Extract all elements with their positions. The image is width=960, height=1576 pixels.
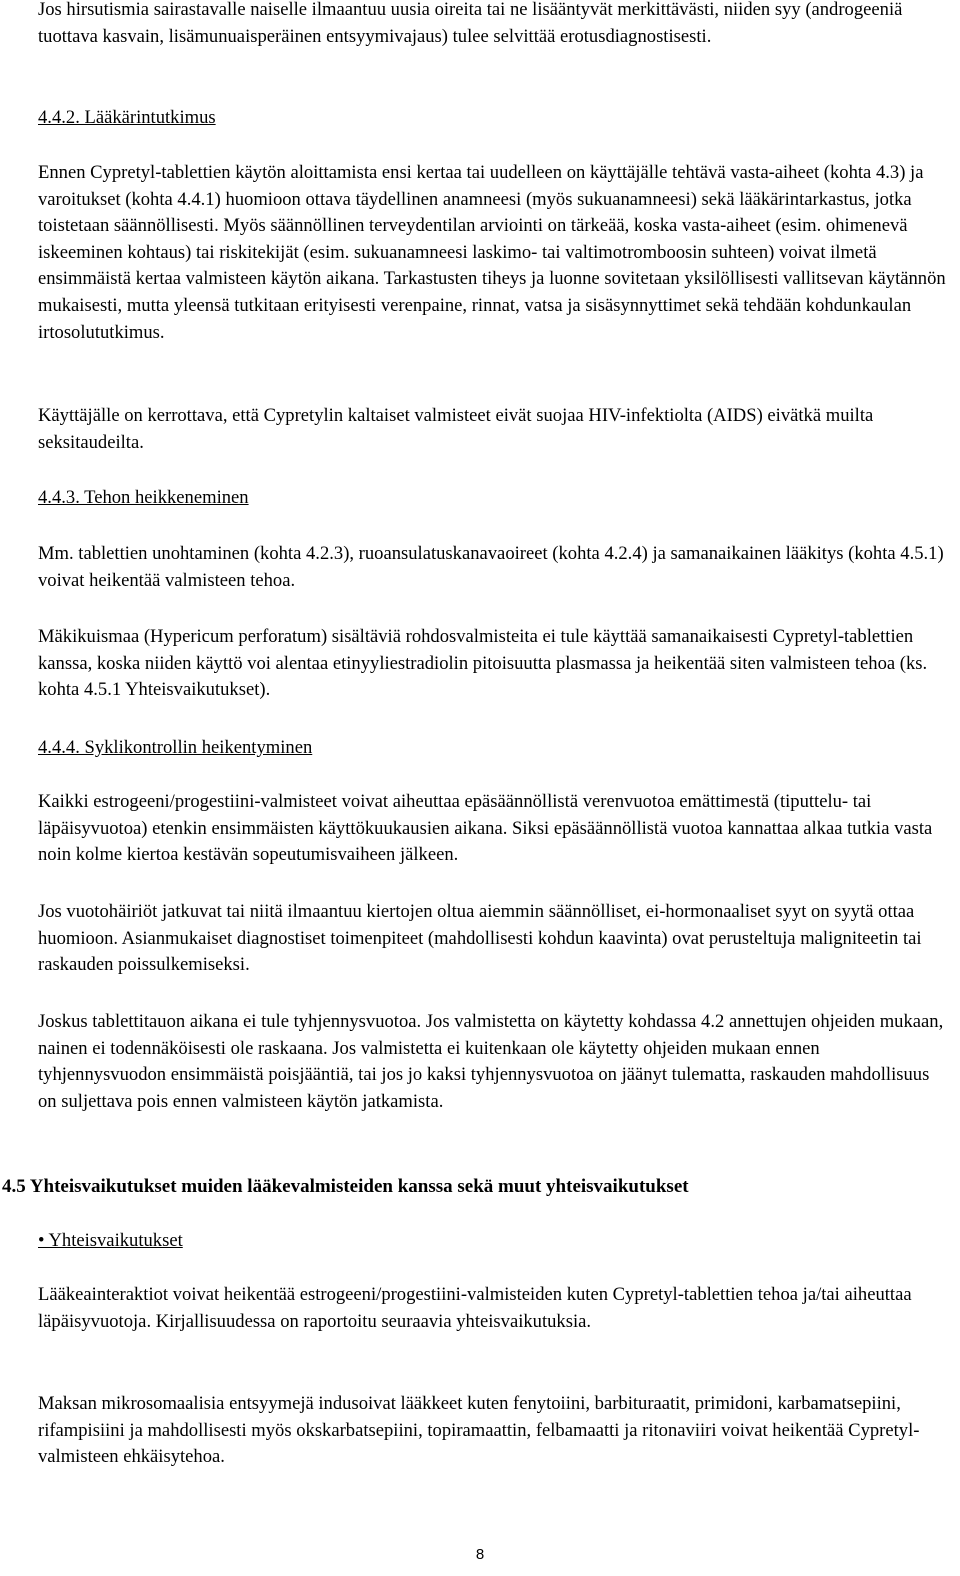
paragraph-tehon-1: Mm. tablettien unohtaminen (kohta 4.2.3), ruoansulatuskanavaoireet (kohta 4.2.4) ja samanaikainen lääkitys (kohta 4.5.1) voivat heikentää valmisteen tehoa. <box>38 543 944 591</box>
page-number: 8 <box>475 1546 485 1563</box>
heading-4-4-3: 4.4.3. Tehon heikkeneminen <box>38 487 249 508</box>
paragraph-tehon-2: Mäkikuismaa (Hypericum perforatum) sisältäviä rohdosvalmisteita ei tule käyttää samanaikaisesti Cypretyl-tablettien kanssa, koska niiden käyttö voi alentaa etinyyliestradiolin pitoisuutta plasmassa ja heikentää siten valmisteen tehoa (ks. kohta 4.5.1 Yhteisvaikutukset). <box>38 626 928 701</box>
paragraph-sykli-2: Jos vuotohäiriöt jatkuvat tai niitä ilmaantuu kiertojen oltua aiemmin säännölliset, ei-hormonaaliset syyt on syytä ottaa huomioon. Asianmukaiset diagnostiset toimenpiteet (mahdollisesti kohdun kaavinta) ovat perusteltuja maligniteetin tai raskauden poissulkemiseksi. <box>38 901 922 976</box>
heading-4-5: 4.5 Yhteisvaikutukset muiden lääkevalmisteiden kanssa sekä muut yhteisvaikutukset <box>2 1176 689 1197</box>
paragraph-laakarintutkimus: Ennen Cypretyl-tablettien käytön aloittamista ensi kertaa tai uudelleen on käyttäjälle tehtävä vasta-aiheet (kohta 4.3) ja varoitukset (kohta 4.4.1) huomioon ottava täydellinen anamneesi (myös sukuanamneesi) sekä lääkärintarkastus, jotka toistetaan säännöllisesti. Myös säännöllinen terveydentilan arviointi on tärkeää, koska vasta-aiheet (esim. ohimenevä iskeeminen kohtaus) tai riskitekijät (esim. sukuanamneesi laskimo- tai valtimotromboosin suhteen) voivat ilmetä ensimmäistä kertaa valmisteen käytön aikana. Tarkastusten tiheys ja luonne sovitetaan yksilöllisesti vallitsevan käytännön mukaisesti, mutta yleensä tutkitaan erityisesti verenpaine, rinnat, vatsa ja sisäsynnyttimet sekä tehdään kohdunkaulan irtosolututkimus. <box>38 162 946 343</box>
heading-4-4-2: 4.4.2. Lääkärintutkimus <box>38 107 216 128</box>
heading-4-4-4: 4.4.4. Syklikontrollin heikentyminen <box>38 737 313 758</box>
subheading-yhteisvaikutukset: • Yhteisvaikutukset <box>38 1230 183 1251</box>
paragraph-hiv: Käyttäjälle on kerrottava, että Cypretylin kaltaiset valmisteet eivät suojaa HIV-infektiolta (AIDS) eivätkä muilta seksitaudeilta. <box>38 405 874 453</box>
paragraph-sykli-1: Kaikki estrogeeni/progestiini-valmisteet voivat aiheuttaa epäsäännöllistä verenvuotoa emättimestä (tiputtelu- tai läpäisyvuotoa) etenkin ensimmäisten käyttökuukausien aikana. Siksi epäsäännöllistä vuotoa kannattaa alkaa tutkia vasta noin kolme kiertoa kestävän sopeutumisvaiheen jälkeen. <box>38 791 933 866</box>
intro-paragraph: Jos hirsutismia sairastavalle naiselle ilmaantuu uusia oireita tai ne lisääntyvät merkittävästi, niiden syy (androgeeniä tuottava kasvain, lisämunuaisperäinen entsyymivajaus) tulee selvittää erotusdiagnostisesti. <box>38 0 903 47</box>
paragraph-interaktiot: Lääkeainteraktiot voivat heikentää estrogeeni/progestiini-valmisteiden kuten Cypretyl-tablettien tehoa ja/tai aiheuttaa läpäisyvuotoja. Kirjallisuudessa on raportoitu seuraavia yhteisvaikutuksia. <box>38 1284 912 1332</box>
paragraph-maksan: Maksan mikrosomaalisia entsyymejä indusoivat lääkkeet kuten fenytoiini, barbituraatit, primidoni, karbamatsepiini, rifampisiini ja mahdollisesti myös okskarbatsepiini, topiramaattin, felbamaatti ja ritonaviiri voivat heikentää Cypretyl-valmisteen ehkäisytehoa. <box>38 1393 920 1468</box>
paragraph-sykli-3: Joskus tablettitauon aikana ei tule tyhjennysvuotoa. Jos valmistetta on käytetty kohdassa 4.2 annettujen ohjeiden mukaan, nainen ei todennäköisesti ole raskaana. Jos valmistetta ei kuitenkaan ole käytetty ohjeiden mukaan ennen tyhjennysvuodon ensimmäistä poisjääntiä, tai jos jo kaksi tyhjennysvuotoa on jäänyt tulematta, raskauden mahdollisuus on suljettava pois ennen valmisteen käytön jatkamista. <box>38 1011 944 1112</box>
